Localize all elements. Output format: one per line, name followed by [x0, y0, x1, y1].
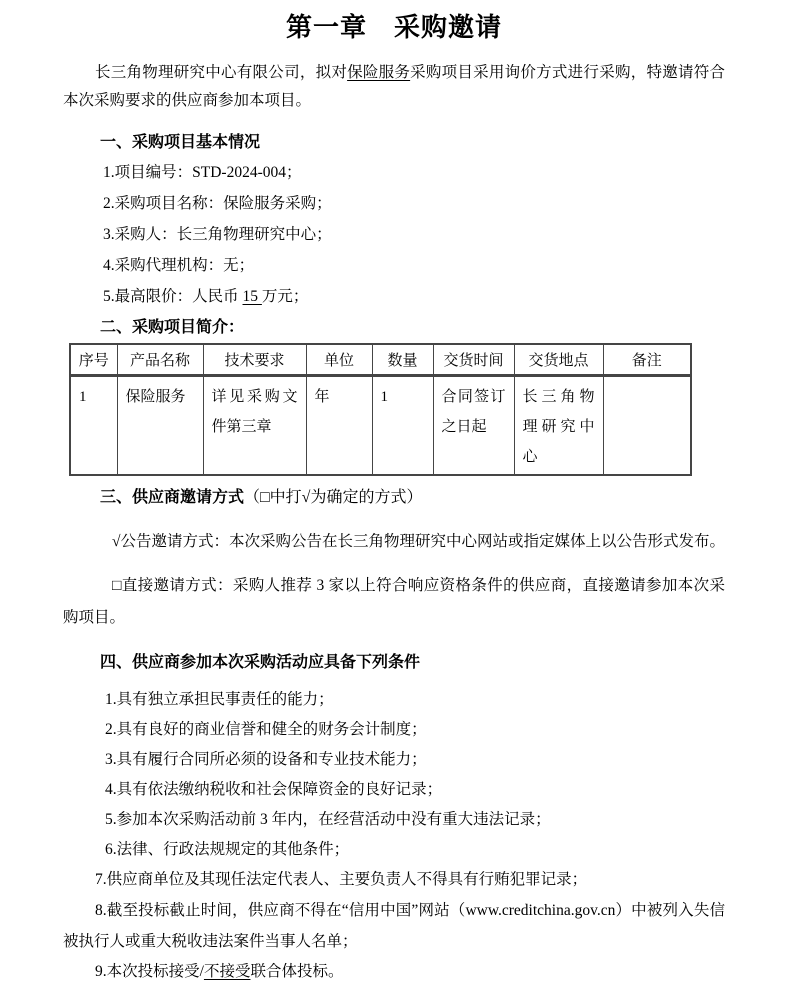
max-price-before: 5.最高限价：人民币	[103, 287, 243, 305]
header-quantity: 数量	[372, 344, 433, 376]
insurance-service-underline: 保险服务	[347, 64, 411, 81]
project-number-item: 1.项目编号：STD-2024-004；	[103, 163, 302, 181]
section-1-heading: 一、采购项目基本情况	[100, 133, 261, 151]
page-title: 第一章 采购邀请	[285, 13, 502, 42]
condition-commercial-reputation: 2.具有良好的商业信誉和健全的财务会计制度；	[105, 720, 427, 738]
cell-remarks	[603, 375, 691, 475]
section-1-list	[103, 161, 725, 309]
header-remarks: 备注	[603, 344, 691, 376]
header-delivery-time: 交货时间	[433, 344, 514, 376]
header-seq: 序号	[70, 344, 117, 376]
cell-quantity: 1	[372, 375, 433, 475]
condition-credit-china: 8.截至投标截止时间，供应商不得在“信用中国”网站（www.creditchina.gov.cn）中被列入失信被执行人或重大税收违法案件当事人名单；	[63, 901, 725, 950]
cell-product-name: 保险服务	[117, 375, 203, 475]
cell-delivery-time: 合同签订之日起	[433, 375, 514, 475]
joint-bid-after: 联合体投标。	[250, 962, 344, 980]
condition-joint-bid	[63, 957, 725, 987]
max-price-after: 万元；	[261, 287, 309, 305]
section-3-heading-note: （□中打√为确定的方式）	[244, 488, 423, 506]
cell-seq: 1	[70, 375, 117, 475]
section-3-heading-bold: 三、供应商邀请方式	[100, 488, 245, 506]
agency-item: 4.采购代理机构：无；	[103, 256, 255, 274]
header-tech-requirements: 技术要求	[203, 344, 306, 376]
joint-bid-underline: 不接受	[203, 962, 251, 980]
cell-delivery-place: 长三角物理研究中心	[514, 375, 603, 475]
header-delivery-place: 交货地点	[514, 344, 603, 376]
condition-equipment-capability: 3.具有履行合同所必须的设备和专业技术能力；	[105, 750, 427, 768]
section-2-heading: 二、采购项目简介：	[100, 318, 245, 336]
cell-unit: 年	[306, 375, 372, 475]
intro-text-before: 长三角物理研究中心有限公司，拟对	[95, 64, 348, 81]
condition-tax-record: 4.具有依法缴纳税收和社会保障资金的良好记录；	[105, 780, 443, 798]
direct-invitation-paragraph: □直接邀请方式：采购人推荐 3 家以上符合响应资格条件的供应商，直接邀请参加本次采购项目。	[63, 576, 725, 626]
announcement-invitation-paragraph: √公告邀请方式：本次采购公告在长三角物理研究中心网站或指定媒体上以公告形式发布。	[112, 532, 726, 550]
section-4-heading: 四、供应商参加本次采购活动应具备下列条件	[100, 653, 421, 671]
condition-civil-liability: 1.具有独立承担民事责任的能力；	[105, 690, 334, 708]
max-price-underline: 15	[242, 287, 262, 305]
products-table	[69, 343, 692, 476]
header-product-name: 产品名称	[117, 344, 203, 376]
joint-bid-before: 9.本次投标接受/	[95, 962, 204, 980]
table-row	[70, 375, 691, 475]
section-3-heading	[100, 486, 725, 509]
table-header-row	[70, 344, 691, 376]
condition-no-violations: 5.参加本次采购活动前 3 年内，在经营活动中没有重大违法记录；	[105, 810, 551, 828]
intro-paragraph	[63, 59, 725, 115]
section-4-list	[105, 685, 725, 865]
purchaser-item: 3.采购人：长三角物理研究中心；	[103, 225, 332, 243]
intro-text-after: 采购项目采用询价方式进行采购，特邀请符合本次采购要求的供应商参加本项目。	[63, 64, 725, 109]
cell-tech-requirements: 详见采购文件第三章	[203, 375, 306, 475]
project-name-item: 2.采购项目名称：保险服务采购；	[103, 194, 332, 212]
max-price-item	[103, 285, 725, 309]
condition-other-laws: 6.法律、行政法规规定的其他条件；	[105, 840, 350, 858]
condition-no-bribery: 7.供应商单位及其现任法定代表人、主要负责人不得具有行贿犯罪记录；	[95, 870, 588, 888]
header-unit: 单位	[306, 344, 372, 376]
